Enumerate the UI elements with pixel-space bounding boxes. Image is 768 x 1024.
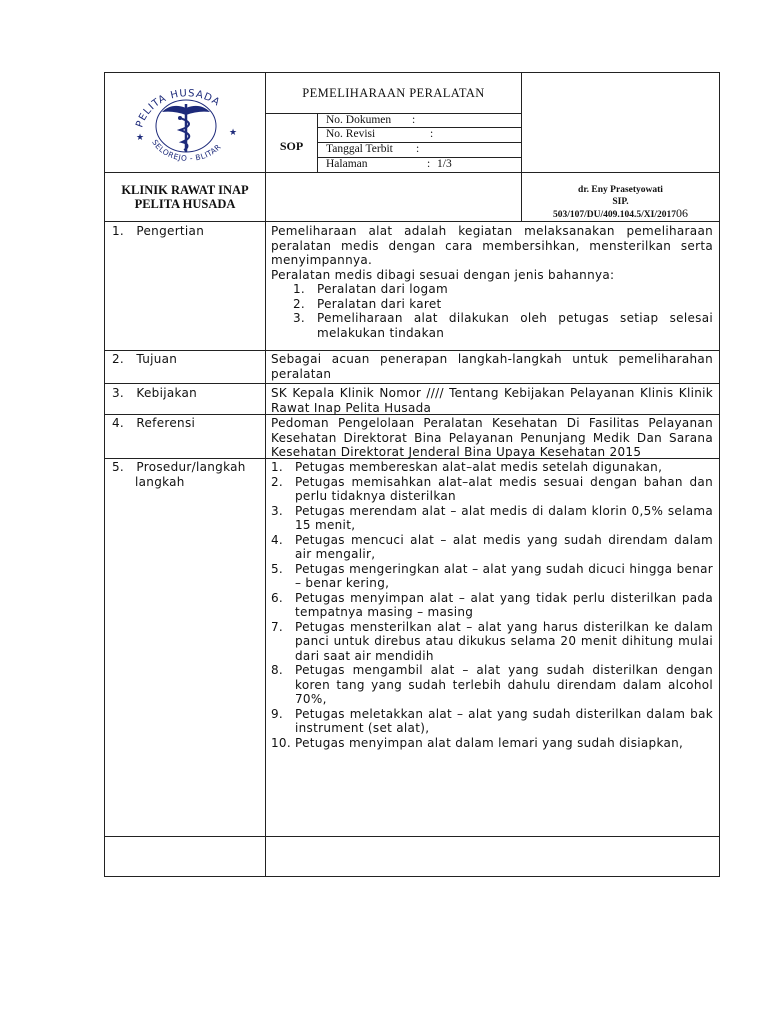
signer-name: dr. Eny Prasetyowati [578, 185, 663, 195]
table-border-right [719, 72, 720, 877]
signer-sip-label: SIP. [612, 196, 629, 207]
prosedur-steps [271, 460, 713, 750]
list-item: 8. Petugas mengambil alat – alat yang sudah disterilkan dengan koren tang yang sudah terlebih dahulu direndam dalam alcohol 70%, [271, 663, 713, 706]
field-label-no-revisi: No. Revisi [326, 128, 376, 140]
list-item: 2. Peralatan dari karet [293, 296, 442, 311]
logo-text: PELITA HUSADA [134, 88, 223, 129]
svg-text:★: ★ [229, 127, 238, 137]
field-sep: : [412, 114, 416, 126]
svg-text:★: ★ [136, 132, 145, 142]
list-item: 3. Pemeliharaan alat dilakukan oleh petugas setiap selesai melakukan tindakan [293, 311, 713, 340]
signer-block [522, 185, 719, 222]
list-item: 4. Petugas mencuci alat – alat medis yang sudah direndam dalam air mengalir, [271, 532, 713, 561]
pengertian-paragraph-1: Pemeliharaan alat adalah kegiatan melaksanakan pemeliharaan peralatan medis dengan cara membersihkan, mensterilkan serta menyimpannya. [271, 224, 713, 267]
row-divider-5 [104, 836, 720, 837]
logo-emblem [128, 82, 244, 168]
list-item: 1. Peralatan dari logam [293, 282, 449, 296]
field-sep: : [416, 143, 420, 155]
logo-subtext: SELOREJO - BLITAR [150, 138, 223, 163]
list-item: 5. Petugas mengeringkan alat – alat yang sudah dicuci hingga benar – benar kering, [271, 561, 713, 590]
document-title: PEMELIHARAAN PERALATAN [302, 86, 485, 100]
list-item: 7. Petugas mensterilkan alat – alat yang harus disterilkan ke dalam panci untuk direbus atau dikukus selama 20 menit dihitung mulai dari saat air mendidih [271, 619, 713, 663]
header-bottom [104, 172, 720, 173]
row-divider-1 [104, 350, 720, 351]
list-item: 6. Petugas menyimpan alat – alat yang tidak perlu disterilkan pada tempatnya masing – masing [271, 590, 713, 619]
signer-sip-number: 503/107/DU/409.104.5/XI/2017 [553, 210, 676, 220]
section-pengertian-content [271, 224, 713, 340]
sop-label: SOP [279, 139, 304, 153]
field-label-halaman: Halaman [326, 158, 368, 170]
clinic-name-line2: PELITA HUSADA [134, 197, 236, 211]
sop-divider [317, 113, 318, 173]
section-label-kebijakan: 3. Kebijakan [112, 386, 198, 400]
section-referensi-content: Pedoman Pengelolaan Peralatan Kesehatan Di Fasilitas Pelayanan Kesehatan Direktorat Bina Pelayanan Penunjang Medik Dan Sarana Kesehatan Direktorat Jenderal Bina Upaya Kesehatan 2015 [271, 416, 713, 459]
field-label-no-dokumen: No. Dokumen [326, 114, 392, 126]
section-label-tujuan: 2. Tujuan [112, 352, 178, 366]
header-divider-left [265, 72, 266, 877]
clinic-name-line1: KLINIK RAWAT INAP [121, 183, 249, 197]
list-item: 3. Petugas merendam alat – alat medis di dalam klorin 0,5% selama 15 menit, [271, 503, 713, 532]
field-sep: : [427, 158, 431, 170]
list-item: 9. Petugas meletakkan alat – alat yang sudah disterilkan dalam bak instrument (set alat), [271, 706, 713, 735]
list-item: 2. Petugas memisahkan alat–alat medis sesuai dengan bahan dan perlu tidaknya disterilkan [271, 474, 713, 503]
clinic-logo [128, 82, 244, 168]
field-label-tanggal-terbit: Tanggal Terbit [326, 143, 393, 155]
field-sep: : [430, 128, 434, 140]
signer-sip-suffix: 06 [675, 206, 688, 220]
section-tujuan-content: Sebagai acuan penerapan langkah-langkah untuk pemeliharahan peralatan [271, 352, 713, 381]
row-divider-2 [104, 383, 720, 384]
prosedur-label-line2: langkah [135, 474, 185, 489]
section-kebijakan-content: SK Kepala Klinik Nomor //// Tentang Kebijakan Pelayanan Klinis Klinik Rawat Inap Pelita Husada [271, 386, 713, 415]
prosedur-label-line1: 5. Prosedur/langkah [112, 460, 246, 474]
section-prosedur-content [271, 460, 713, 750]
field-value-halaman: 1/3 [437, 158, 452, 170]
pengertian-paragraph-2: Peralatan medis dibagi sesuai dengan jenis bahannya: [271, 267, 615, 282]
list-item: 10. Petugas menyimpan alat dalam lemari yang sudah disiapkan, [271, 735, 684, 750]
clinic-name [105, 183, 265, 211]
title-divider [265, 113, 521, 114]
pengertian-list [293, 282, 713, 340]
table-border-bottom [104, 876, 720, 877]
table-border-top [104, 72, 720, 73]
section-label-prosedur [112, 460, 246, 489]
section-label-referensi: 4. Referensi [112, 416, 196, 430]
list-item: 1. Petugas membereskan alat–alat medis setelah digunakan, [271, 460, 663, 474]
section-label-pengertian: 1. Pengertian [112, 224, 205, 238]
